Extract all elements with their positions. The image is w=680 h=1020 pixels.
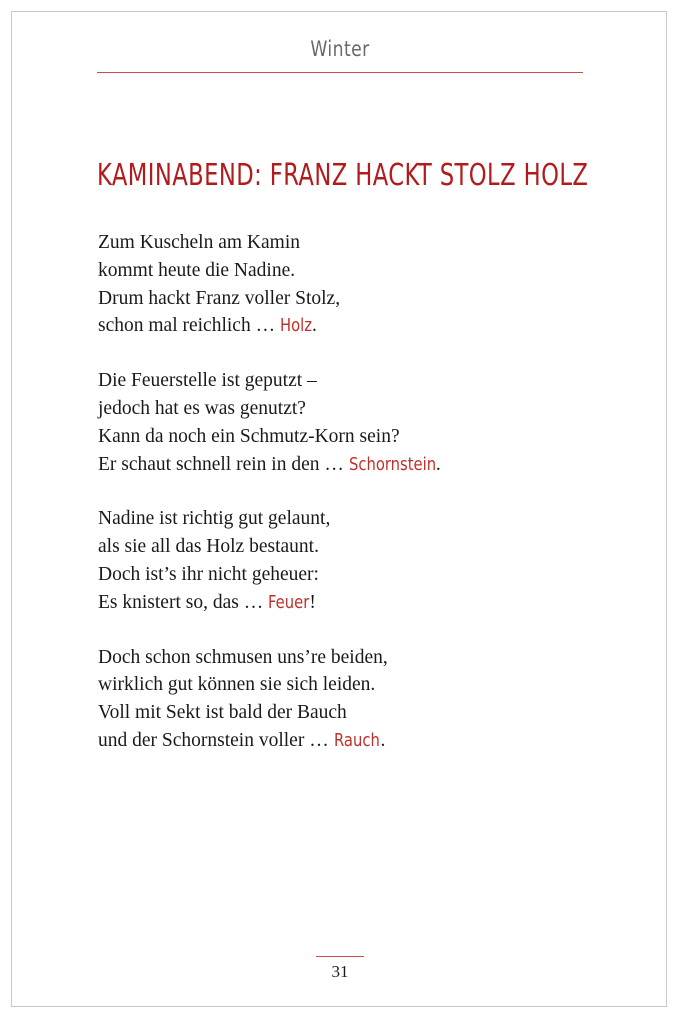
line-text: Es knistert so, das … bbox=[98, 591, 264, 613]
line-end-punctuation: ! bbox=[309, 591, 316, 613]
poem-line: Doch ist’s ihr nicht geheuer: bbox=[98, 563, 319, 585]
stanza-4 bbox=[98, 644, 598, 755]
poem bbox=[98, 229, 598, 782]
line-text: und der Schornstein voller … bbox=[98, 729, 329, 751]
poem-line: jedoch hat es was genutzt? bbox=[98, 397, 306, 419]
footer-rule bbox=[316, 956, 364, 957]
poem-line: Zum Kuscheln am Kamin bbox=[98, 232, 300, 253]
stanza-2 bbox=[98, 367, 598, 478]
poem-line: Doch schon schmusen uns’re beiden, bbox=[98, 646, 388, 668]
poem-line: Kann da noch ein Schmutz-Korn sein? bbox=[98, 425, 400, 447]
stanza-3 bbox=[98, 505, 598, 616]
line-text: Er schaut schnell rein in den … bbox=[98, 453, 344, 475]
page-number: 31 bbox=[331, 962, 349, 981]
stanza-1 bbox=[98, 229, 598, 340]
header-rule bbox=[97, 72, 583, 73]
rhyme-answer: Holz bbox=[279, 315, 312, 337]
poem-line: kommt heute die Nadine. bbox=[98, 259, 296, 281]
rhyme-answer: Schornstein bbox=[348, 453, 436, 475]
poem-line: als sie all das Holz bestaunt. bbox=[98, 536, 319, 558]
line-end-punctuation: . bbox=[311, 315, 317, 337]
poem-title: KAMINABEND: FRANZ HACKT STOLZ HOLZ bbox=[97, 158, 589, 193]
poem-line-with-answer bbox=[98, 727, 598, 755]
poem-line: Voll mit Sekt ist bald der Bauch bbox=[98, 702, 347, 724]
rhyme-answer: Rauch bbox=[333, 729, 380, 751]
poem-line-with-answer bbox=[98, 312, 598, 340]
line-text: schon mal reichlich … bbox=[98, 315, 276, 337]
running-head: Winter bbox=[310, 37, 370, 61]
poem-line: Die Feuerstelle ist geputzt – bbox=[98, 370, 317, 392]
poem-line-with-answer bbox=[98, 589, 598, 617]
line-end-punctuation: . bbox=[380, 729, 386, 751]
poem-line: wirklich gut können sie sich leiden. bbox=[98, 674, 376, 696]
poem-line: Nadine ist richtig gut gelaunt, bbox=[98, 508, 331, 530]
poem-line: Drum hackt Franz voller Stolz, bbox=[98, 287, 341, 309]
rhyme-answer: Feuer bbox=[268, 591, 310, 613]
poem-line-with-answer bbox=[98, 451, 598, 479]
line-end-punctuation: . bbox=[435, 453, 441, 475]
